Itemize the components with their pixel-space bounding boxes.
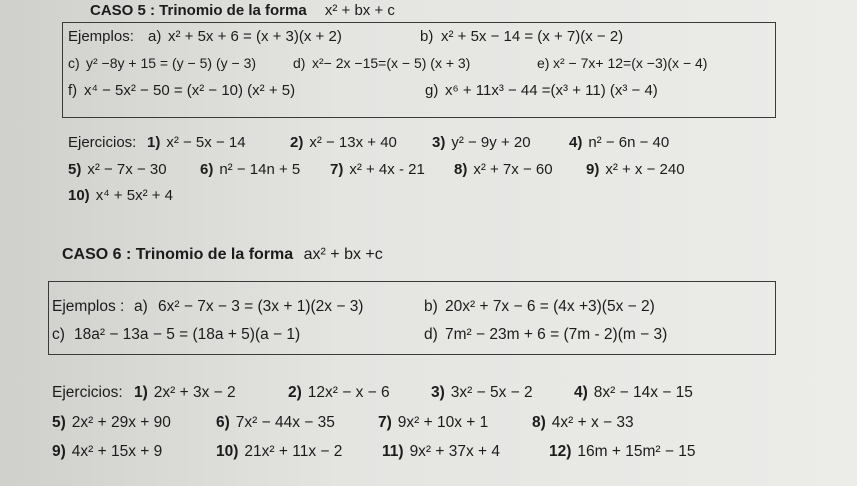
caso6-exercise-item bbox=[382, 443, 500, 461]
exercise-number: 4) bbox=[569, 134, 583, 151]
caso6-ex-a-label: a) bbox=[134, 298, 148, 315]
caso6-exercise-item bbox=[52, 414, 171, 432]
exercise-number: 1) bbox=[134, 384, 148, 401]
exercise-expression: 3x² − 5x − 2 bbox=[450, 384, 533, 401]
caso5-exercise-item bbox=[200, 161, 300, 178]
exercise-expression: n² − 14n + 5 bbox=[219, 161, 301, 178]
exercise-number: 7) bbox=[378, 414, 392, 431]
caso5-ex-e-label: e) bbox=[537, 55, 550, 71]
exercise-number: 1) bbox=[147, 134, 161, 151]
exercise-expression: 16m + 15m² − 15 bbox=[577, 443, 696, 460]
caso6-exercise-item bbox=[288, 384, 390, 402]
exercise-expression: x² + 7x − 60 bbox=[473, 161, 553, 178]
caso5-ex-d: x²− 2x −15=(x − 5) (x + 3) bbox=[312, 55, 471, 71]
exercise-expression: 21x² + 11x − 2 bbox=[244, 443, 343, 460]
caso5-title-formula: x² + bx + c bbox=[324, 2, 395, 19]
caso5-exercise-item bbox=[147, 134, 246, 151]
caso5-exercise-item bbox=[586, 161, 685, 178]
caso5-ex-a-label: a) bbox=[148, 28, 162, 45]
exercise-expression: x² − 7x − 30 bbox=[87, 161, 167, 178]
exercise-expression: 4x² + x − 33 bbox=[551, 414, 634, 431]
exercise-number: 2) bbox=[288, 384, 302, 401]
caso6-ejercicios-label: Ejercicios: bbox=[52, 384, 123, 401]
exercise-number: 9) bbox=[586, 161, 600, 178]
exercise-number: 10) bbox=[216, 443, 239, 460]
exercise-expression: 7x² − 44x − 35 bbox=[235, 414, 335, 431]
caso5-ex-a: x² + 5x + 6 = (x + 3)(x + 2) bbox=[168, 28, 342, 45]
caso5-ex-b: x² + 5x − 14 = (x + 7)(x − 2) bbox=[441, 28, 624, 45]
caso6-exercise-item bbox=[549, 443, 695, 461]
caso6-exercise-item bbox=[134, 384, 236, 402]
caso6-ejemplos-label: Ejemplos : bbox=[52, 298, 125, 315]
caso6-ex-c-label: c) bbox=[52, 326, 65, 343]
exercise-expression: 2x² + 29x + 90 bbox=[71, 414, 171, 431]
caso5-ex-c-label: c) bbox=[68, 55, 80, 71]
caso6-ex-d: 7m² − 23m + 6 = (7m - 2)(m − 3) bbox=[445, 326, 668, 343]
exercise-expression: 2x² + 3x − 2 bbox=[153, 384, 236, 401]
exercise-number: 9) bbox=[52, 443, 66, 460]
exercise-number: 5) bbox=[52, 414, 66, 431]
caso5-ejercicios-label: Ejercicios: bbox=[68, 134, 137, 151]
exercise-number: 3) bbox=[432, 134, 446, 151]
exercise-expression: n² − 6n − 40 bbox=[588, 134, 670, 151]
caso5-ex-b-label: b) bbox=[420, 28, 434, 45]
exercise-number: 7) bbox=[330, 161, 344, 178]
caso6-exercise-item bbox=[378, 414, 488, 432]
caso6-exercise-item bbox=[216, 414, 335, 432]
exercise-number: 8) bbox=[454, 161, 468, 178]
caso5-exercise-item bbox=[330, 161, 425, 178]
caso6-exercise-item bbox=[574, 384, 693, 402]
exercise-number: 4) bbox=[574, 384, 588, 401]
exercise-number: 3) bbox=[431, 384, 445, 401]
caso6-exercise-item bbox=[52, 443, 162, 461]
caso5-ejemplos-label: Ejemplos: bbox=[68, 28, 134, 45]
caso5-ex-d-label: d) bbox=[293, 55, 306, 71]
caso6-ex-d-label: d) bbox=[424, 326, 438, 343]
caso5-ex-g-label: g) bbox=[425, 82, 439, 99]
caso5-ex-c: y² −8y + 15 = (y − 5) (y − 3) bbox=[86, 55, 257, 71]
caso5-exercise-item bbox=[454, 161, 553, 178]
exercise-expression: x² + 4x - 21 bbox=[349, 161, 425, 178]
exercise-expression: 9x² + 37x + 4 bbox=[409, 443, 501, 460]
caso5-title bbox=[90, 2, 395, 19]
exercise-expression: 4x² + 15x + 9 bbox=[71, 443, 163, 460]
caso5-ex-g: x⁶ + 11x³ − 44 =(x³ + 11) (x³ − 4) bbox=[445, 82, 658, 99]
exercise-expression: x² − 5x − 14 bbox=[166, 134, 246, 151]
caso5-ex-f: x⁴ − 5x² − 50 = (x² − 10) (x² + 5) bbox=[84, 82, 296, 99]
caso6-ex-b-label: b) bbox=[424, 298, 438, 315]
caso6-ex-a: 6x² − 7x − 3 = (3x + 1)(2x − 3) bbox=[158, 298, 364, 315]
caso5-ex-e: x² − 7x+ 12=(x −3)(x − 4) bbox=[553, 55, 708, 71]
exercise-expression: x² − 13x + 40 bbox=[309, 134, 397, 151]
exercise-number: 10) bbox=[68, 187, 90, 204]
caso6-exercise-item bbox=[532, 414, 634, 432]
exercise-expression: 12x² − x − 6 bbox=[307, 384, 390, 401]
caso6-ex-b: 20x² + 7x − 6 = (4x +3)(5x − 2) bbox=[445, 298, 655, 315]
caso5-exercise-item bbox=[68, 187, 173, 204]
exercise-number: 6) bbox=[200, 161, 214, 178]
exercise-expression: y² − 9y + 20 bbox=[451, 134, 531, 151]
caso5-exercise-item bbox=[569, 134, 669, 151]
exercise-number: 2) bbox=[290, 134, 304, 151]
caso5-title-prefix: CASO 5 : Trinomio de la forma bbox=[90, 2, 307, 19]
caso5-exercise-item bbox=[68, 161, 167, 178]
exercise-expression: 9x² + 10x + 1 bbox=[397, 414, 489, 431]
caso6-title bbox=[62, 246, 383, 264]
caso5-exercise-item bbox=[290, 134, 397, 151]
exercise-number: 5) bbox=[68, 161, 82, 178]
exercise-number: 11) bbox=[382, 443, 404, 460]
exercise-expression: x² + x − 240 bbox=[605, 161, 685, 178]
caso6-title-prefix: CASO 6 : Trinomio de la forma bbox=[62, 246, 294, 263]
exercise-expression: 8x² − 14x − 15 bbox=[593, 384, 693, 401]
exercise-number: 8) bbox=[532, 414, 546, 431]
caso5-ex-f-label: f) bbox=[68, 82, 78, 99]
caso6-title-formula: ax² + bx +c bbox=[303, 246, 383, 263]
exercise-number: 12) bbox=[549, 443, 572, 460]
caso6-exercise-item bbox=[216, 443, 342, 461]
caso6-ex-c: 18a² − 13a − 5 = (18a + 5)(a − 1) bbox=[74, 326, 301, 343]
exercise-number: 6) bbox=[216, 414, 230, 431]
exercise-expression: x⁴ + 5x² + 4 bbox=[95, 187, 174, 204]
caso5-exercise-item bbox=[432, 134, 531, 151]
caso6-exercise-item bbox=[431, 384, 533, 402]
